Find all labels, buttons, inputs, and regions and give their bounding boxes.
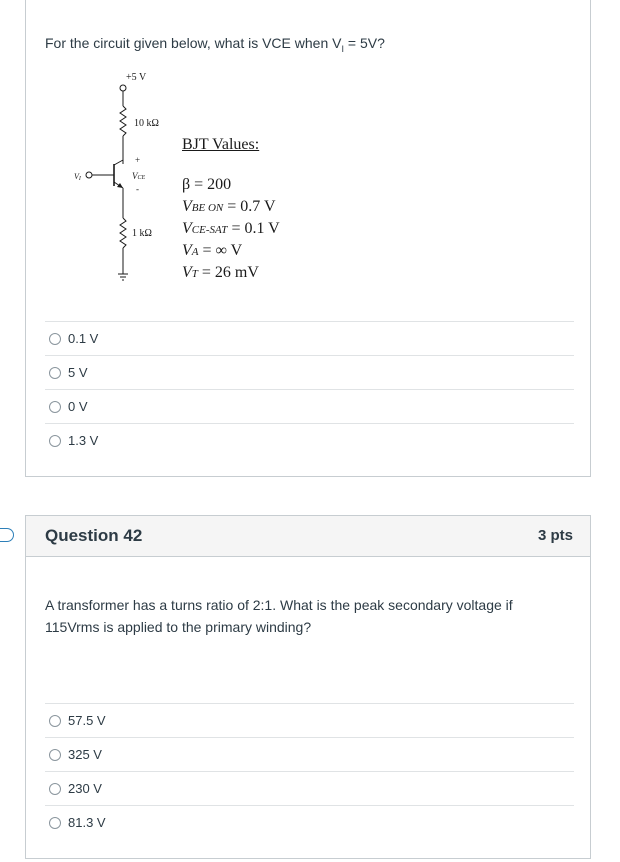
radio-button-icon[interactable]	[49, 715, 61, 727]
answer-option[interactable]: 81.3 V	[45, 805, 574, 839]
va-value: VA = ∞ V	[182, 242, 243, 259]
input-label: VI	[74, 172, 81, 182]
radio-button-icon[interactable]	[49, 367, 61, 379]
question-41-answers	[45, 321, 574, 457]
answer-option[interactable]: 1.3 V	[45, 423, 574, 457]
question-42-text: A transformer has a turns ratio of 2:1. What is the peak secondary voltage if 115Vrms is applied to the primary winding?	[45, 597, 513, 635]
answer-option[interactable]: 230 V	[45, 771, 574, 805]
vt-value: VT = 26 mV	[182, 264, 259, 281]
question-42-header	[26, 516, 590, 557]
radio-button-icon[interactable]	[49, 435, 61, 447]
answer-option[interactable]: 5 V	[45, 355, 574, 389]
collector-resistor-icon	[120, 106, 126, 136]
re-label: 1 kΩ	[132, 228, 152, 239]
vcesat-value: VCE-SAT = 0.1 V	[182, 220, 280, 237]
question-41-text: For the circuit given below, what is VCE when $V_I = 5V$?	[45, 35, 385, 54]
question-42-answers	[45, 703, 574, 839]
radio-button-icon[interactable]	[49, 783, 61, 795]
supply-label: +5 V	[126, 72, 147, 83]
vbe-value: VBE ON = 0.7 V	[182, 198, 276, 215]
radio-button-icon[interactable]	[49, 401, 61, 413]
bjt-values-title: BJT Values:	[182, 136, 260, 153]
question-points: 3 pts	[537, 527, 573, 544]
radio-button-icon[interactable]	[49, 333, 61, 345]
question-42-card	[25, 515, 591, 859]
radio-button-icon[interactable]	[49, 749, 61, 761]
question-flag-icon[interactable]	[0, 528, 14, 542]
answer-option[interactable]: 0 V	[45, 389, 574, 423]
vce-label: VCE	[132, 171, 146, 181]
bjt-circuit-diagram	[56, 64, 196, 294]
emitter-arrow-icon	[117, 183, 123, 188]
question-title: Question 42	[45, 526, 143, 545]
question-41-card	[25, 0, 591, 477]
answer-option[interactable]: 0.1 V	[45, 321, 574, 355]
rc-label: 10 kΩ	[134, 118, 159, 129]
beta-value: β = 200	[182, 176, 232, 193]
answer-option[interactable]: 57.5 V	[45, 703, 574, 737]
answer-option[interactable]: 325 V	[45, 737, 574, 771]
radio-button-icon[interactable]	[49, 817, 61, 829]
vce-minus: -	[136, 184, 139, 194]
emitter-resistor-icon	[120, 218, 126, 248]
vce-plus: +	[135, 155, 141, 165]
